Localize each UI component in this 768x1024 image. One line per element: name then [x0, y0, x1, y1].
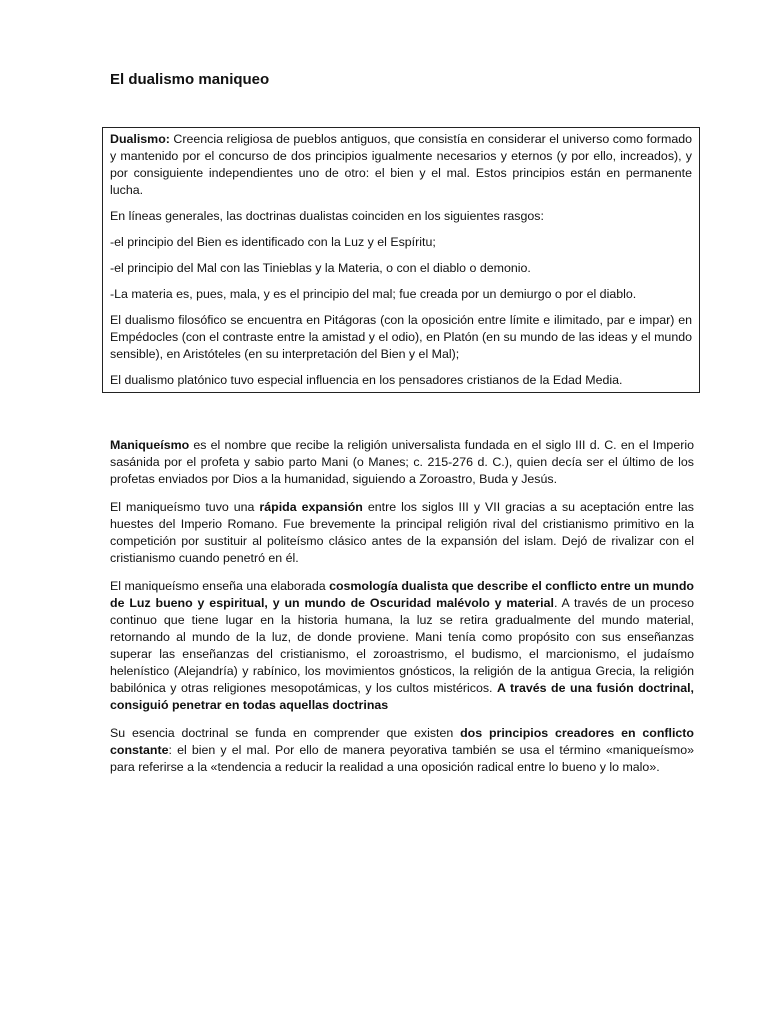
- essence-text-end: : el bien y el mal. Por ello de manera peyorativa también se usa el término «maniqueísmo» para referirse a la «tendencia a reducir la realidad a una oposición radical entre lo bueno y lo malo».: [110, 743, 694, 774]
- expansion-paragraph: [110, 499, 694, 567]
- manichaeism-definition-paragraph: [110, 437, 694, 488]
- fusion-highlight: A través de una fusión doctrinal, consiguió penetrar en todas aquellas doctrinas: [110, 681, 694, 712]
- expansion-text-start: El maniqueísmo tuvo una: [110, 500, 260, 514]
- definition-term: Dualismo:: [110, 132, 170, 146]
- expansion-text-end: entre los siglos III y VII gracias a su aceptación entre las huestes del Imperio Romano. Fue brevemente la principal religión rival del cristianismo primitivo en la competición por sustituir al politeísmo clásico antes de la expansión del islam. Dejó de rivalizar con el cristianismo cuando penetró en él.: [110, 500, 694, 565]
- manichaeism-definition-text: es el nombre que recibe la religión universalista fundada en el siglo III d. C. en el Imperio sasánida por el profeta y sabio parto Mani (o Manes; c. 215-276 d. C.), quien decía ser el último de los profetas enviados por Dios a la humanidad, siguiendo a Zoroastro, Buda y Jesús.: [110, 438, 694, 486]
- definition-paragraph: [110, 131, 692, 199]
- trait-good-principle: -el principio del Bien es identificado con la Luz y el Espíritu;: [110, 235, 436, 249]
- definition-box: [102, 127, 700, 393]
- cosmology-text-middle: . A través de un proceso continuo que tiene lugar en la historia humana, la luz se retira gradualmente del mundo material, retornando al mundo de la luz, de donde proviene. Mani tenía como propósito con sus enseñanzas superar las enseñanzas del cristianismo, el zoroastrismo, el budismo, el marcionismo, el judaísmo helenístico (Alejandría) y rabínico, los movimientos gnósticos, la religión de la antigua Grecia, la religión babilónica y otras religiones mesopotámicas, y los cultos mistéricos.: [110, 596, 694, 695]
- expansion-highlight: rápida expansión: [259, 500, 363, 514]
- trait-matter: -La materia es, pues, mala, y es el principio del mal; fue creada por un demiurgo o por el diablo.: [110, 287, 637, 301]
- body-text: [110, 437, 694, 787]
- platonic-dualism-paragraph: El dualismo platónico tuvo especial influencia en los pensadores cristianos de la Edad Media.: [110, 373, 623, 387]
- essence-highlight: dos principios creadores en conflicto constante: [110, 726, 694, 757]
- definition-text: Creencia religiosa de pueblos antiguos, que consistía en considerar el universo como formado y mantenido por el concurso de dos principios igualmente necesarios y eternos (y por ello, increados), y por consiguiente independientes uno de otro: el bien y el mal. Estos principios están en permanente lucha.: [110, 132, 692, 197]
- manichaeism-term: Maniqueísmo: [110, 438, 190, 452]
- cosmology-text-start: El maniqueísmo enseña una elaborada: [110, 579, 330, 593]
- essence-text-start: Su esencia doctrinal se funda en comprender que existen: [110, 726, 461, 740]
- cosmology-paragraph: [110, 578, 694, 714]
- cosmology-highlight: cosmología dualista que describe el conflicto entre un mundo de Luz bueno y espiritual, y un mundo de Oscuridad malévolo y material: [110, 579, 694, 610]
- doctrinal-essence-paragraph: [110, 725, 694, 776]
- trait-evil-principle: -el principio del Mal con las Tinieblas y la Materia, o con el diablo o demonio.: [110, 261, 531, 275]
- page-title: El dualismo maniqueo: [110, 71, 270, 88]
- dualist-traits-intro: En líneas generales, las doctrinas dualistas coinciden en los siguientes rasgos:: [110, 209, 544, 223]
- philosophical-dualism-paragraph: El dualismo filosófico se encuentra en Pitágoras (con la oposición entre límite e ilimitado, par e impar) en Empédocles (con el contraste entre la amistad y el odio), en Platón (en su mundo de las ideas y el mundo sensible), en Aristóteles (en su interpretación del Bien y el Mal);: [110, 313, 692, 361]
